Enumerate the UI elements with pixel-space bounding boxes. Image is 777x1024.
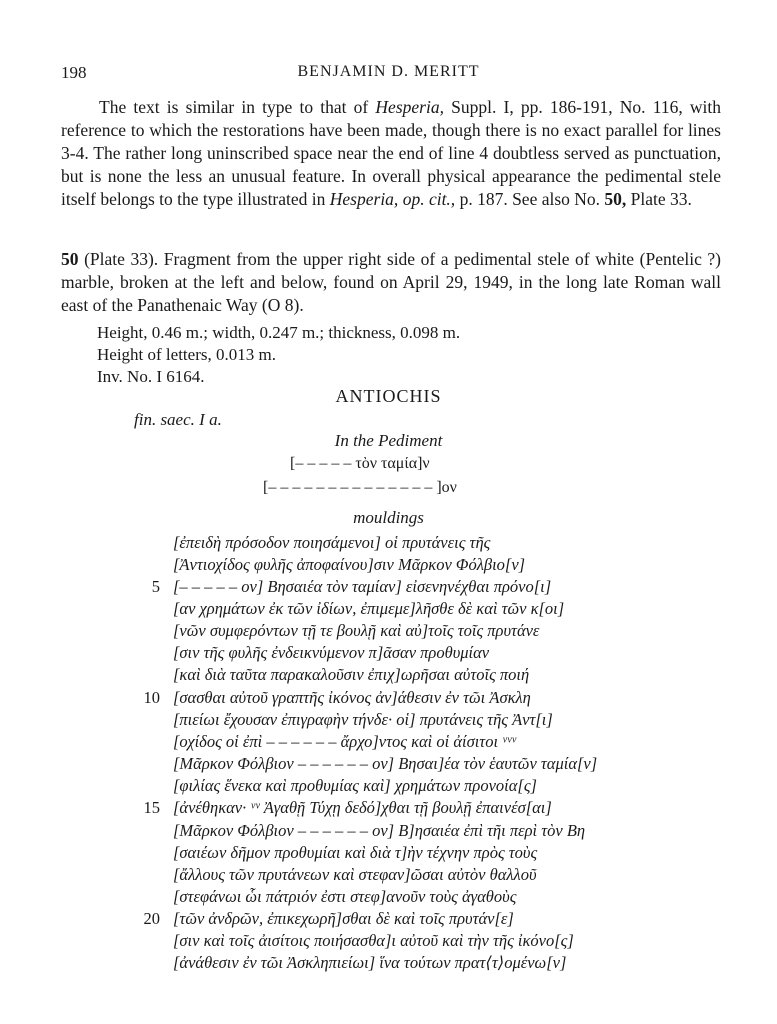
inscription-line — [0, 798, 777, 822]
entry-number: 50 — [61, 249, 79, 269]
inscription-line — [0, 931, 777, 955]
inscription-date: fin. saec. I a. — [134, 410, 222, 429]
line-number: 20 — [143, 909, 160, 928]
inscription-line — [0, 599, 777, 623]
line-text: [– – – – – ον] Βησαιέα τὸν ταμίαν] εἰσενηνέχθαι πρόνο[ι] — [173, 577, 552, 596]
line-number: 10 — [143, 688, 160, 707]
line-text: [Μᾶρκον Φόλβιον – – – – – – ον] Βησαι]έα τὸν ἑαυτῶν ταμία[ν] — [173, 754, 598, 773]
inscription-line — [0, 621, 777, 645]
line-text: [οχίδος οἱ ἐπὶ – – – – – – ἄρχο]ντος καὶ οἱ ἀίσιτοι ᵛᵛᵛ — [173, 732, 517, 751]
inscription-line — [0, 732, 777, 756]
line-text: [νῶν συμφερόντων τῇ τε βουλῇ καὶ αὐ]τοῖς τοῖς πρυτάνε — [173, 621, 540, 640]
cross-ref-number: 50, — [604, 189, 627, 209]
line-text: [ἀνέθηκαν· ᵛᵛ Ἀγαθῇ Τύχῃ δεδό]χθαι τῇ βουλῇ ἐπαινέσ[αι] — [173, 798, 552, 817]
inscription-line — [0, 533, 777, 557]
inscription-line — [0, 665, 777, 689]
inscription-line — [0, 776, 777, 800]
inscription-line — [0, 754, 777, 778]
inscription-title: ANTIOCHIS — [335, 386, 442, 406]
entry-description — [61, 248, 721, 317]
line-text: [σασθαι αὐτοῦ γραπτῆς ἰκόνος ἀν]άθεσιν ἐν τῶι Ἀσκλη — [173, 688, 531, 707]
line-text: [σαιέων δῆμον προθυμίαι καὶ διὰ τ]ὴν τέχνην πρὸς τοὺς — [173, 843, 538, 862]
line-text: [καὶ διὰ ταῦτα παρακαλοῦσιν ἐπιχ]ωρῆσαι αὐτοῖς ποιή — [173, 665, 530, 684]
inscription-line — [0, 909, 777, 933]
op-cit: op. cit., — [402, 189, 456, 209]
inscription-line — [0, 865, 777, 889]
line-text: [ἀνάθεσιν ἐν τῶι Ἀσκληπιείωι] ἵνα τούτων πρατ⟨τ⟩ομένω[ν] — [173, 953, 567, 972]
line-text: [ἄλλους τῶν πρυτάνεων καὶ στεφαν]ῶσαι αὐτὸν θαλλοῦ — [173, 865, 537, 884]
line-text: [ἐπειδὴ πρόσοδον ποιησάμενοι] οἱ πρυτάνεις τῆς — [173, 533, 491, 552]
inscription-line — [0, 688, 777, 712]
inscription-line — [0, 821, 777, 845]
line-text: [Ἀντιοχίδος φυλῆς ἀποφαίνου]σιν Μᾶρκον Φόλβιο[ν] — [173, 555, 526, 574]
line-text: [σιν καὶ τοῖς ἀισίτοις ποιήσασθα]ι αὐτοῦ καὶ τὴν τῆς ἰκόνο[ς] — [173, 931, 574, 950]
intro-paragraph — [61, 96, 721, 211]
inscription-line — [0, 643, 777, 667]
hesperia-citation-2: Hesperia, — [329, 189, 399, 209]
line-text: [στεφάνωι ὧι πάτριόν ἐστι στεφ]ανοῦν τοὺς ἀγαθοὺς — [173, 887, 517, 906]
entry-details — [97, 322, 460, 388]
inventory-number: Inv. No. I 6164. — [97, 367, 205, 386]
line-text: [φιλίας ἕνεκα καὶ προθυμίας καὶ] χρημάτων προνοία[ς] — [173, 776, 537, 795]
inscription-line — [0, 577, 777, 601]
line-text: [πιείωι ἔχουσαν ἐπιγραφὴν τήνδε· οἱ] πρυτάνεις τῆς Ἀντ[ι] — [173, 710, 553, 729]
letter-height: Height of letters, 0.013 m. — [97, 345, 276, 364]
inscription-line — [0, 843, 777, 867]
inscription-line — [0, 710, 777, 734]
mouldings-label: mouldings — [353, 508, 424, 527]
pediment-line-1: [– – – – – τὸν ταμία]ν — [290, 455, 430, 472]
pediment-label: In the Pediment — [334, 431, 443, 450]
line-text: [αν χρημάτων ἐκ τῶν ἰδίων, ἐπιμεμε]λῆσθε δὲ καὶ τῶν κ[οι] — [173, 599, 565, 618]
intro-text-4: Plate 33. — [626, 189, 692, 209]
inscription-line — [0, 953, 777, 977]
intro-text-3: p. 187. See also No. — [455, 189, 605, 209]
intro-text-2: Suppl. I, pp. 186-191, No. 116, with reference to which the restorations have been made, though there is no exact parallel for lines 3-4. The rather long uninscribed space near the end of line 4 doubtless served as punctuation, but is none the less an unusual feature. In overall physical appearance the pedimental stele itself belongs to the type illustrated in — [61, 97, 721, 209]
dimensions: Height, 0.46 m.; width, 0.247 m.; thickness, 0.098 m. — [97, 323, 461, 342]
pediment-line-2: [– – – – – – – – – – – – – – ]ον — [263, 479, 457, 496]
line-text: [τῶν ἀνδρῶν, ἐπικεχωρῆ]σθαι δὲ καὶ τοῖς πρυτάν[ε] — [173, 909, 514, 928]
line-number: 5 — [151, 577, 160, 596]
line-text: [Μᾶρκον Φόλβιον – – – – – – ον] Β]ησαιέα ἐπὶ τῆι περὶ τὸν Βη — [173, 821, 586, 840]
line-text: [σιν τῆς φυλῆς ἐνδεικνύμενον π]ᾶσαν προθυμίαν — [173, 643, 490, 662]
running-header-author: BENJAMIN D. MERITT — [297, 63, 480, 80]
hesperia-citation: Hesperia, — [375, 97, 444, 117]
entry-description-text: (Plate 33). Fragment from the upper right side of a pedimental stele of white (Pentelic ?) marble, broken at the left and below, found on April 29, 1949, in the long late Roman wall east of the Panathenaic Way (O 8). — [61, 249, 721, 315]
inscription-line — [0, 887, 777, 911]
page-number: 198 — [61, 63, 87, 82]
intro-text: The text is similar in type to that of — [99, 97, 376, 117]
inscription-line — [0, 555, 777, 579]
line-number: 15 — [143, 798, 160, 817]
